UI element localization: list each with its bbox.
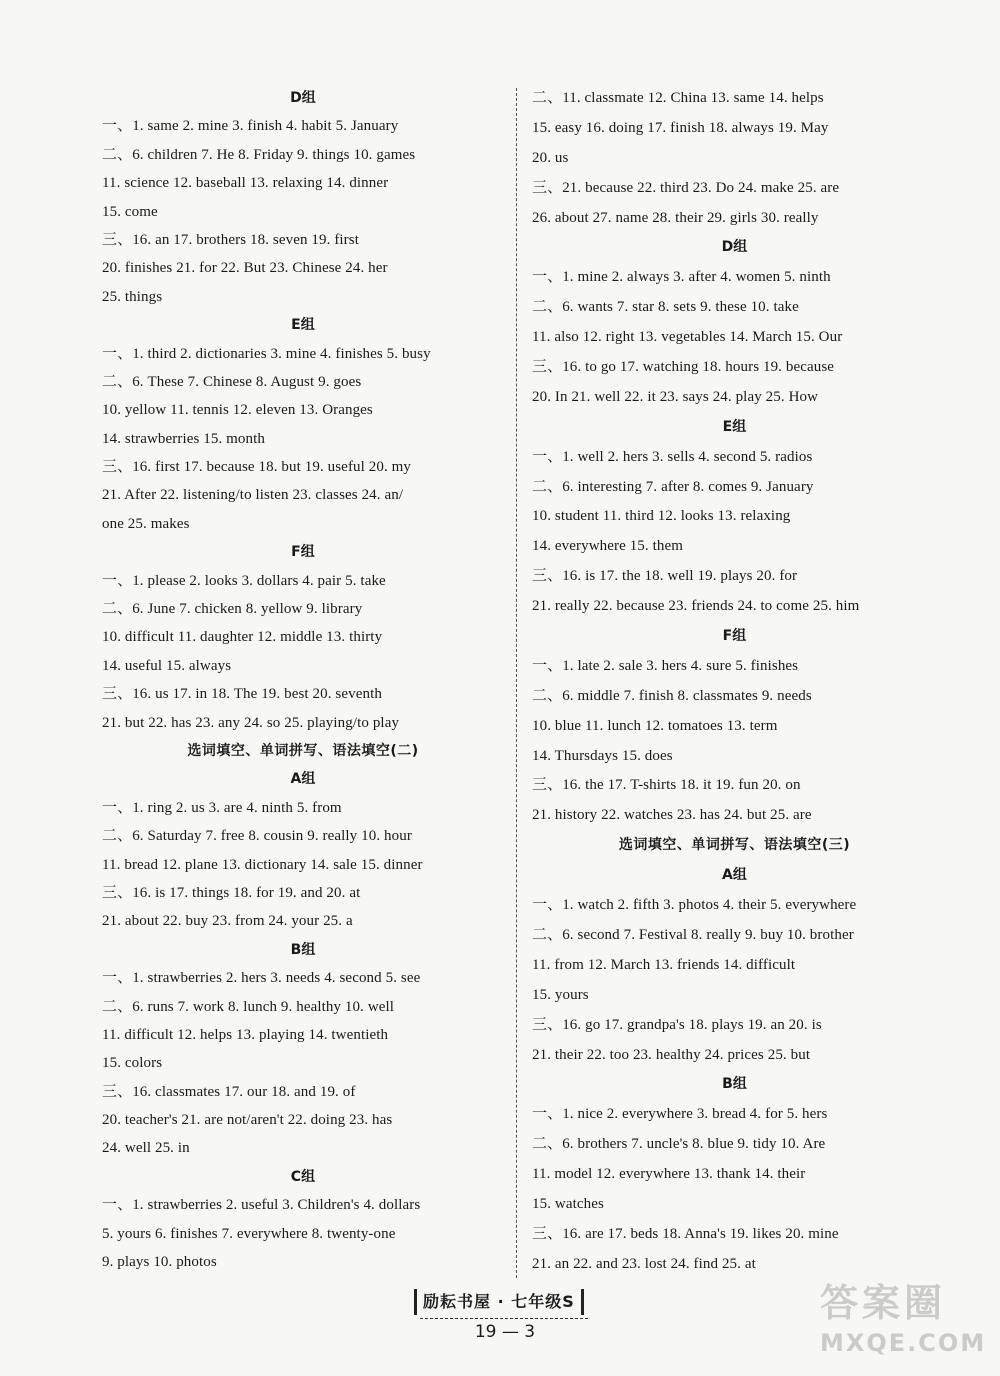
answer-line: 三、16. us 17. in 18. The 19. best 20. seventh <box>102 686 382 703</box>
answer-line: 一、1. same 2. mine 3. finish 4. habit 5. January <box>102 118 399 135</box>
answer-line: 11. model 12. everywhere 13. thank 14. their <box>532 1166 806 1183</box>
answer-line: 15. colors <box>102 1055 163 1072</box>
left-column <box>102 84 504 1276</box>
answer-line: 15. easy 16. doing 17. finish 18. always 19. May <box>532 119 829 136</box>
footer-brand: 励耘书屋 · 七年级S <box>414 1289 584 1315</box>
answer-line: 二、6. children 7. He 8. Friday 9. things 10. games <box>102 146 416 163</box>
group-heading: C组 <box>290 1168 316 1185</box>
answer-line: 三、16. classmates 17. our 18. and 19. of <box>102 1083 356 1100</box>
watermark-logo <box>820 1278 990 1370</box>
answer-line: 11. also 12. right 13. vegetables 14. March 15. Our <box>532 329 843 346</box>
watermark-bottom: MXQE.COM <box>820 1329 987 1357</box>
answer-line: 二、6. brothers 7. uncle's 8. blue 9. tidy 10. Are <box>532 1136 826 1153</box>
group-heading: A组 <box>290 771 316 788</box>
answer-line: 一、1. strawberries 2. useful 3. Children's 4. dollars <box>102 1197 421 1214</box>
answer-line: 26. about 27. name 28. their 29. girls 30. really <box>532 209 819 226</box>
answer-line: 11. from 12. March 13. friends 14. difficult <box>532 956 796 973</box>
answer-line: 14. strawberries 15. month <box>102 430 265 447</box>
group-heading: B组 <box>722 1076 747 1093</box>
answer-line: 一、1. please 2. looks 3. dollars 4. pair 5. take <box>102 572 386 589</box>
answer-line: 三、16. an 17. brothers 18. seven 19. first <box>102 231 359 248</box>
answer-line: 一、1. mine 2. always 3. after 4. women 5. ninth <box>532 269 831 286</box>
answer-line: 21. their 22. too 23. healthy 24. prices 25. but <box>532 1046 811 1063</box>
answer-line: 三、21. because 22. third 23. Do 24. make 25. are <box>532 179 840 196</box>
answer-line: 二、6. wants 7. star 8. sets 9. these 10. take <box>532 299 799 316</box>
group-heading: B组 <box>290 941 316 958</box>
section-title: 选词填空、单词拼写、语法填空(二) <box>187 742 419 759</box>
answer-line: 二、6. second 7. Festival 8. really 9. buy 10. brother <box>532 926 854 943</box>
answer-line: 24. well 25. in <box>102 1140 190 1157</box>
answer-line: 10. student 11. third 12. looks 13. relaxing <box>532 508 791 525</box>
answer-line: 一、1. nice 2. everywhere 3. bread 4. for 5. hers <box>532 1106 828 1123</box>
answer-line: 10. blue 11. lunch 12. tomatoes 13. term <box>532 717 778 734</box>
answer-line: 21. but 22. has 23. any 24. so 25. playing/to play <box>102 714 400 731</box>
answer-line: 14. everywhere 15. them <box>532 538 683 555</box>
answer-line: 20. finishes 21. for 22. But 23. Chinese 24. her <box>102 260 388 277</box>
group-heading: D组 <box>290 90 316 106</box>
answer-line: 二、6. June 7. chicken 8. yellow 9. library <box>102 601 363 618</box>
answer-line: 二、6. middle 7. finish 8. classmates 9. needs <box>532 687 812 704</box>
answer-line: 二、6. Saturday 7. free 8. cousin 9. really 10. hour <box>102 828 412 845</box>
group-heading: E组 <box>291 317 315 334</box>
answer-line: 二、6. interesting 7. after 8. comes 9. January <box>532 478 814 495</box>
answer-line: 21. an 22. and 23. lost 24. find 25. at <box>532 1255 756 1272</box>
answer-line: 三、16. is 17. the 18. well 19. plays 20. for <box>532 568 798 585</box>
answer-line: 15. come <box>102 203 158 220</box>
group-heading: E组 <box>722 418 747 435</box>
answer-line: 一、1. late 2. sale 3. hers 4. sure 5. finishes <box>532 657 799 674</box>
answer-line: 21. After 22. listening/to listen 23. classes 24. an/ <box>102 487 404 504</box>
answer-line: 二、6. These 7. Chinese 8. August 9. goes <box>102 373 362 390</box>
answer-line: 一、1. ring 2. us 3. are 4. ninth 5. from <box>102 799 342 816</box>
watermark-top: 答案圈 <box>820 1281 947 1325</box>
answer-line: 5. yours 6. finishes 7. everywhere 8. twenty-one <box>102 1225 396 1242</box>
answer-line: 9. plays 10. photos <box>102 1254 217 1271</box>
answer-line: 21. history 22. watches 23. has 24. but 25. are <box>532 807 812 824</box>
answer-line: 21. really 22. because 23. friends 24. to come 25. him <box>532 598 860 615</box>
footer-dashed-rule <box>420 1318 588 1319</box>
group-heading: F组 <box>291 544 315 561</box>
right-column <box>532 84 937 1280</box>
answer-line: 10. yellow 11. tennis 12. eleven 13. Oranges <box>102 402 373 419</box>
answer-line: 三、16. the 17. T-shirts 18. it 19. fun 20. on <box>532 777 801 794</box>
answer-line: 三、16. go 17. grandpa's 18. plays 19. an 20. is <box>532 1016 822 1033</box>
column-divider <box>516 88 517 1278</box>
answer-line: 11. difficult 12. helps 13. playing 14. twentieth <box>102 1026 389 1043</box>
answer-line: 20. teacher's 21. are not/aren't 22. doing 23. has <box>102 1112 393 1129</box>
group-heading: D组 <box>721 239 748 256</box>
group-heading: A组 <box>721 867 748 884</box>
answer-line: 三、16. first 17. because 18. but 19. useful 20. my <box>102 459 412 476</box>
answer-line: 一、1. third 2. dictionaries 3. mine 4. finishes 5. busy <box>102 345 431 362</box>
answer-line: 一、1. strawberries 2. hers 3. needs 4. second 5. see <box>102 970 421 987</box>
page-number: 19 — 3 <box>474 1322 536 1342</box>
answer-line: 14. Thursdays 15. does <box>532 747 673 764</box>
answer-line: 14. useful 15. always <box>102 657 232 674</box>
answer-line: 三、16. is 17. things 18. for 19. and 20. at <box>102 884 361 901</box>
answer-line: 15. yours <box>532 986 589 1003</box>
answer-line: 20. In 21. well 22. it 23. says 24. play 25. How <box>532 388 819 405</box>
answer-line: 11. science 12. baseball 13. relaxing 14. dinner <box>102 175 389 192</box>
answer-line: 11. bread 12. plane 13. dictionary 14. sale 15. dinner <box>102 856 423 873</box>
answer-line: 二、11. classmate 12. China 13. same 14. helps <box>532 90 824 106</box>
answer-line: 10. difficult 11. daughter 12. middle 13. thirty <box>102 629 383 646</box>
answer-line: 一、1. watch 2. fifth 3. photos 4. their 5. everywhere <box>532 897 857 914</box>
group-heading: F组 <box>722 628 747 645</box>
answer-line: one 25. makes <box>102 515 190 532</box>
answer-line: 一、1. well 2. hers 3. sells 4. second 5. radios <box>532 448 813 465</box>
answer-line: 21. about 22. buy 23. from 24. your 25. a <box>102 913 353 930</box>
answer-line: 三、16. to go 17. watching 18. hours 19. because <box>532 359 835 376</box>
section-title: 选词填空、单词拼写、语法填空(三) <box>618 837 851 854</box>
answer-line: 三、16. are 17. beds 18. Anna's 19. likes 20. mine <box>532 1225 839 1242</box>
answer-line: 15. watches <box>532 1195 604 1212</box>
answer-line: 二、6. runs 7. work 8. lunch 9. healthy 10. well <box>102 998 395 1015</box>
answer-line: 20. us <box>532 149 569 166</box>
answer-line: 25. things <box>102 288 163 305</box>
